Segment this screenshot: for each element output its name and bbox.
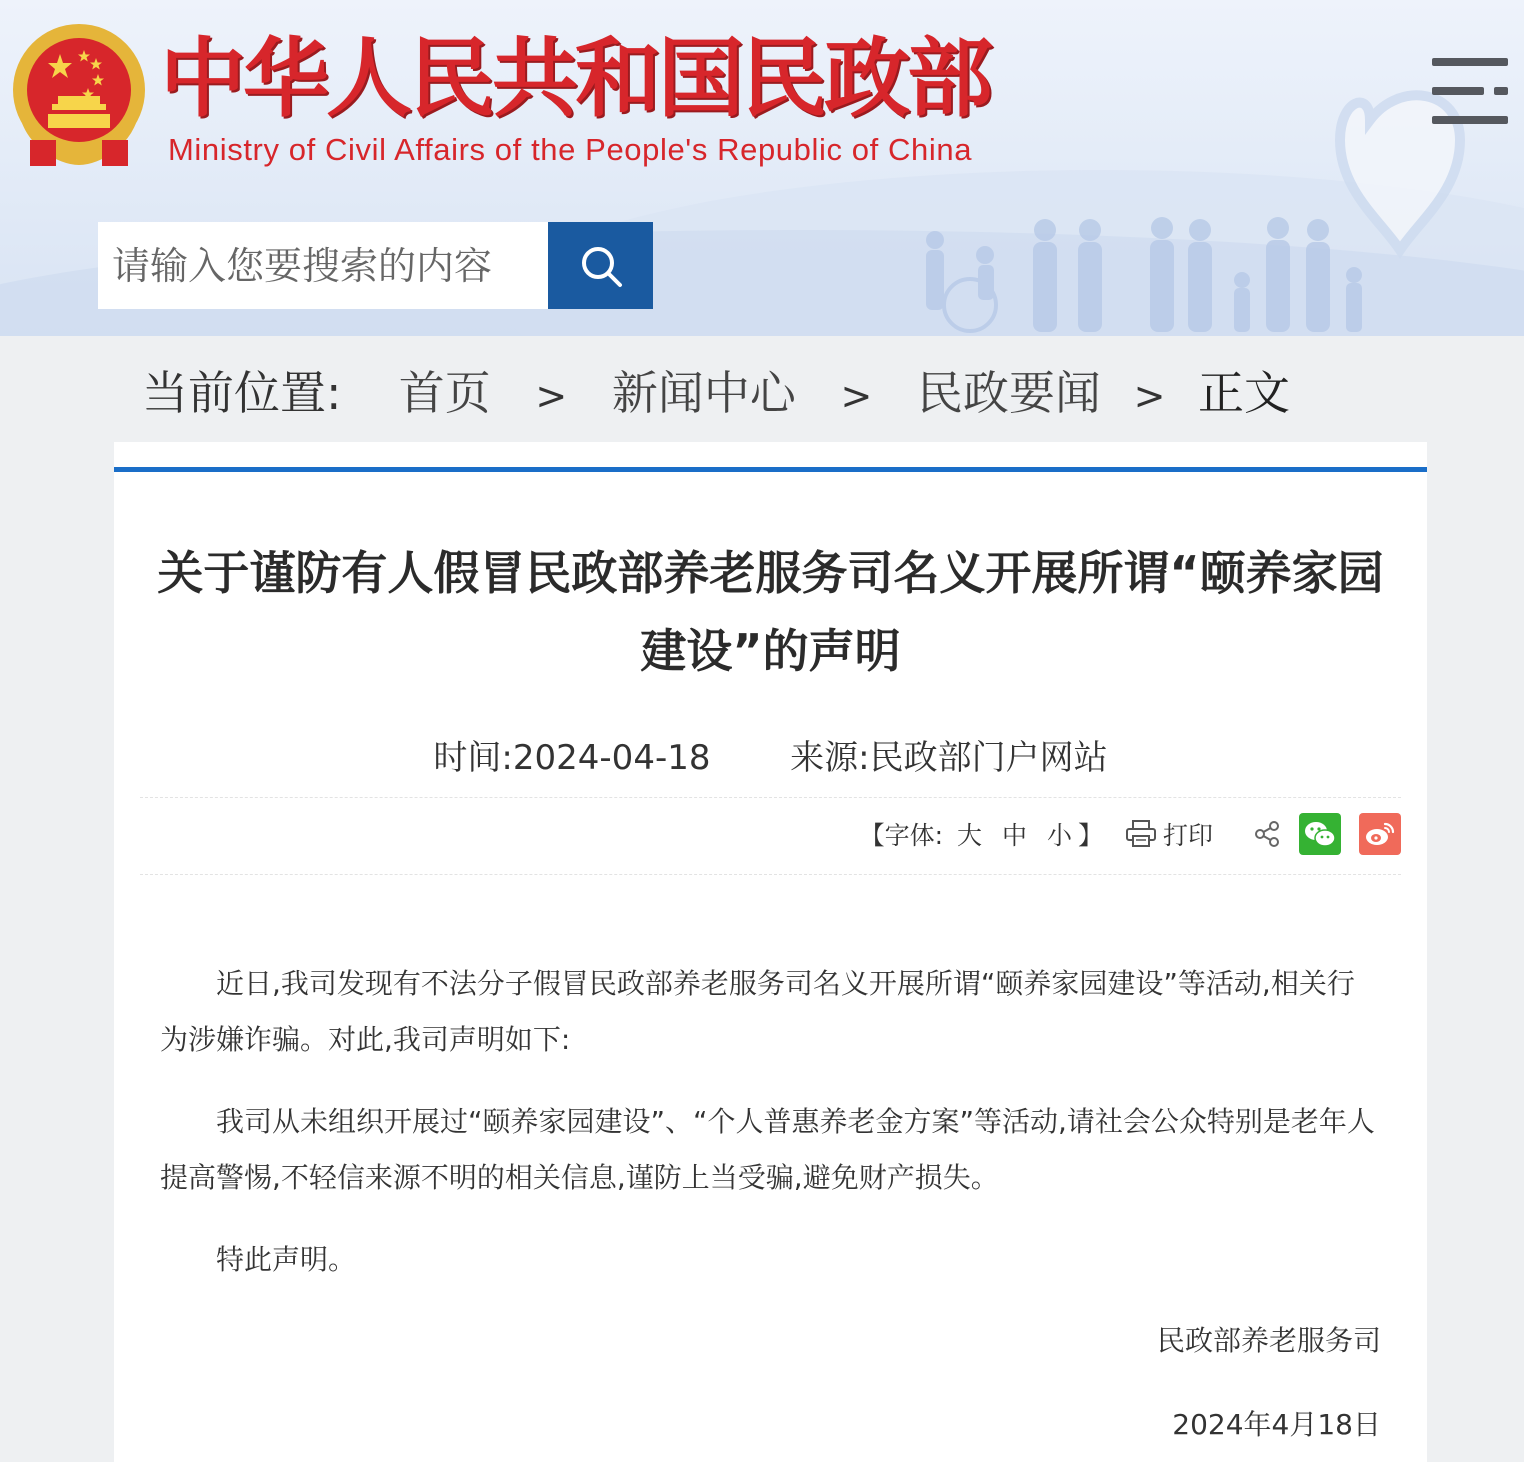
print-label: 打印: [1162, 821, 1213, 850]
divider: [140, 874, 1401, 875]
site-title: 中华人民共和国民政部: [160, 28, 990, 129]
font-size-control: [860, 816, 1103, 852]
breadcrumb: [142, 360, 1290, 426]
breadcrumb-separator: >: [535, 374, 568, 418]
breadcrumb-news-center-link[interactable]: 新闻中心: [611, 366, 796, 420]
national-emblem-logo: [10, 22, 148, 168]
breadcrumb-civil-news-link[interactable]: 民政要闻: [916, 366, 1101, 420]
share-icon[interactable]: [1253, 820, 1281, 848]
divider: [140, 797, 1401, 798]
share-group: [1253, 813, 1401, 855]
time-value: 2024-04-18: [512, 738, 711, 778]
header-people-illustration: [900, 80, 1524, 336]
wechat-icon: [1303, 819, 1337, 849]
breadcrumb-home-link[interactable]: 首页: [398, 366, 491, 420]
font-size-large[interactable]: 大: [957, 821, 983, 850]
print-button[interactable]: [1125, 816, 1213, 852]
font-size-label: 【字体:: [859, 821, 944, 850]
breadcrumb-separator: >: [840, 374, 873, 418]
breadcrumb-label: 当前位置:: [142, 366, 342, 420]
font-size-close: 】: [1077, 821, 1103, 850]
article-body: [160, 956, 1382, 1314]
article-tools: [860, 812, 1401, 856]
weibo-share-button[interactable]: [1359, 813, 1401, 855]
time-label: 时间:: [433, 738, 513, 778]
font-size-small[interactable]: 小: [1046, 821, 1072, 850]
weibo-icon: [1364, 820, 1396, 848]
article-sign-date: 2024年4月18日: [1172, 1408, 1381, 1441]
font-size-medium[interactable]: 中: [1001, 821, 1027, 850]
printer-icon: [1125, 820, 1157, 848]
article-signature: 民政部养老服务司: [1156, 1324, 1381, 1357]
article-paragraph: 我司从未组织开展过“颐养家园建设”、“个人普惠养老金方案”等活动,请社会公众特别是老年人提高警惕,不轻信来源不明的相关信息,谨防上当受骗,避免财产损失。: [160, 1105, 1375, 1194]
article-paragraph: 近日,我司发现有不法分子假冒民政部养老服务司名义开展所谓“颐养家园建设”等活动,相关行为涉嫌诈骗。对此,我司声明如下:: [160, 967, 1355, 1056]
menu-icon[interactable]: [1432, 58, 1508, 124]
breadcrumb-current: 正文: [1198, 366, 1291, 420]
article-card: [114, 442, 1427, 1462]
article-top-accent-bar: [114, 467, 1427, 472]
breadcrumb-separator: >: [1133, 374, 1166, 418]
site-header: [0, 0, 1524, 336]
wechat-share-button[interactable]: [1299, 813, 1341, 855]
search-box: [98, 222, 653, 309]
source-label: 来源:: [790, 738, 870, 778]
source-value: 民政部门户网站: [869, 738, 1108, 778]
search-icon: [578, 243, 624, 289]
article-meta: [114, 730, 1427, 779]
search-input[interactable]: [98, 222, 548, 309]
article-paragraph: 特此声明。: [216, 1243, 357, 1276]
search-button[interactable]: [548, 222, 653, 309]
article-title: 关于谨防有人假冒民政部养老服务司名义开展所谓“颐养家园建设”的声明: [157, 546, 1384, 678]
site-subtitle: Ministry of Civil Affairs of the People's Republic of China: [168, 132, 973, 167]
